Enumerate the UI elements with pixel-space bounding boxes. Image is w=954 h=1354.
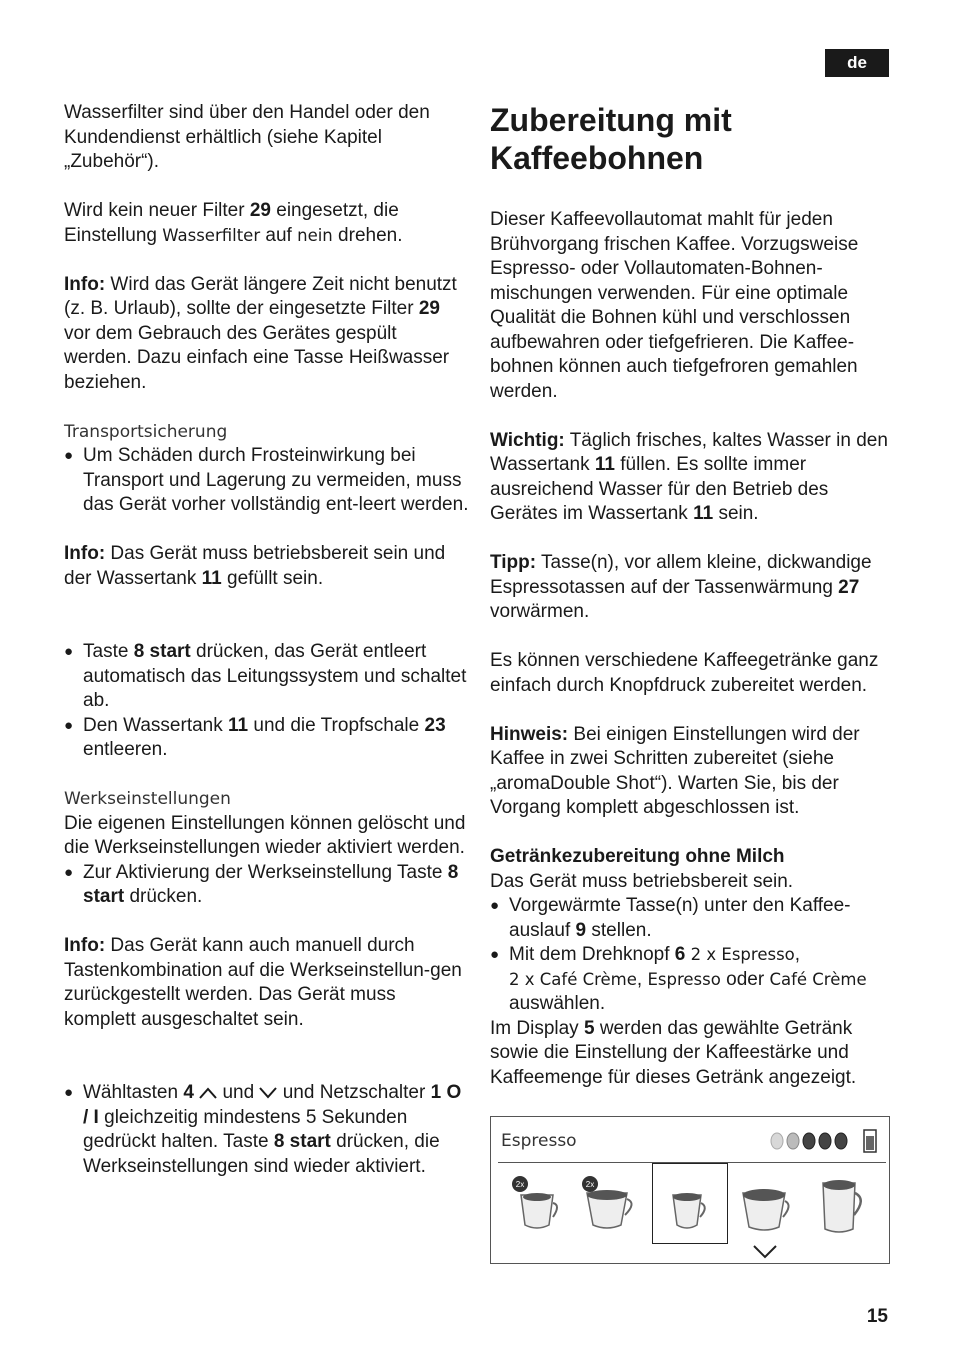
page-number: 15 xyxy=(866,1306,888,1327)
large-mug-icon xyxy=(817,1173,867,1237)
right-column xyxy=(490,101,895,1090)
bullet-drehknopf: ● Mit dem Drehknopf 6 2 x Espresso, 2 x Café Crème, Espresso oder Café Crème auswählen. xyxy=(490,943,895,1017)
display-screen xyxy=(490,1116,890,1264)
chevron-down-icon xyxy=(259,1087,277,1099)
right-tipp: Tipp: Tasse(n), vor allem kleine, dickwandige Espressotassen auf der Tassenwärmung 27 vorwärmen. xyxy=(490,552,872,622)
display-title: Espresso xyxy=(501,1131,577,1151)
bullet-aktivierung: ● Zur Aktivierung der Werkseinstellung Taste 8 start drücken. xyxy=(64,861,469,910)
double-espresso-cup-icon xyxy=(509,1175,563,1235)
left-info-3: Info: Das Gerät kann auch manuell durch Tastenkombination auf die Werkseinstellun-gen zurückgestellt werden. Das Gerät muss komplett ausgeschaltet sein. xyxy=(64,935,462,1030)
heading-transportsicherung: Transportsicherung xyxy=(64,421,228,442)
bean-strength-icon xyxy=(769,1131,853,1151)
badge-2x-espresso: 2x xyxy=(515,1180,525,1189)
right-wichtig: Wichtig: Täglich frisches, kaltes Wasser in den Wassertank 11 füllen. Es sollte immer ausreichend Wasser für den Betrieb des Gerätes im Wassertank 11 sein. xyxy=(490,429,888,524)
double-cafe-creme-cup-icon xyxy=(579,1175,637,1235)
badge-2x-creme: 2x xyxy=(585,1180,595,1189)
right-paragraph-6: Das Gerät muss betriebsbereit sein. xyxy=(490,870,794,892)
section-title: Zubereitung mit Kaffeebohnen xyxy=(490,102,732,176)
left-info-2: Info: Das Gerät muss betriebsbereit sein und der Wassertank 11 gefüllt sein. xyxy=(64,543,446,589)
language-tag: de xyxy=(825,49,889,77)
water-tank-icon xyxy=(863,1129,877,1153)
bullet-waehltasten: ● Wähltasten 4 und und Netzschalter 1 O / I gleichzeitig mindestens 5 Sekunden gedrückt halten. Taste 8 start drücken, die Werkseinstellungen sind wieder aktiviert. xyxy=(64,1081,469,1179)
heading-ohne-milch: Getränkezubereitung ohne Milch xyxy=(490,846,785,867)
right-paragraph-display: Im Display 5 werden das gewählte Getränk sowie die Einstellung der Kaffeestärke und Kaffeemenge für dieses Getränk angezeigt. xyxy=(490,1017,857,1088)
left-paragraph-1: Wasserfilter sind über den Handel oder den Kundendienst erhältlich (siehe Kapitel „Zubehör“). xyxy=(64,102,430,172)
left-paragraph-2: Wird kein neuer Filter 29 eingesetzt, die Einstellung Wasserfilter auf nein drehen. xyxy=(64,200,403,246)
bullet-tasse: ● Vorgewärmte Tasse(n) unter den Kaffee-auslauf 9 stellen. xyxy=(490,894,895,943)
left-info-1: Info: Wird das Gerät längere Zeit nicht benutzt (z. B. Urlaub), sollte der eingesetzte Filter 29 vor dem Gebrauch des Gerätes gespült werden. Dazu einfach eine Tasse Heißwasser beziehen. xyxy=(64,273,457,393)
espresso-cup-icon xyxy=(665,1183,711,1237)
heading-werkseinstellungen: Werkseinstellungen xyxy=(64,789,231,809)
right-paragraph-4: Es können verschiedene Kaffeegetränke ganz einfach durch Knopfdruck zubereitet werden. xyxy=(490,650,879,696)
bullet-wassertank: ● Den Wassertank 11 und die Tropfschale 23 entleeren. xyxy=(64,714,469,763)
chevron-down-icon[interactable] xyxy=(752,1244,778,1260)
bullet-transport: ● Um Schäden durch Frosteinwirkung bei Transport und Lagerung zu vermeiden, muss das Gerät vorher vollständig ent-leert werden. xyxy=(64,444,469,518)
chevron-up-icon xyxy=(199,1087,217,1099)
right-paragraph-1: Dieser Kaffeevollautomat mahlt für jeden Brühvorgang frischen Kaffee. Vorzugsweise Espresso- oder Vollautomaten-Bohnen-mischungen verwenden. Für eine optimale Qualität die Bohnen kühl und verschlossen aufbewahren oder tiefgefrieren. Die Kaffee-bohnen können auch tiefgefroren gemahlen werden. xyxy=(490,209,859,402)
cafe-creme-cup-icon xyxy=(739,1181,793,1237)
left-paragraph-werks: Die eigenen Einstellungen können gelöscht und die Werkseinstellungen wieder aktiviert werden. xyxy=(64,812,466,858)
right-hinweis: Hinweis: Bei einigen Einstellungen wird der Kaffee in zwei Schritten zubereitet (siehe „aromaDouble Shot“). Warten Sie, bis der Vorgang komplett abgeschlossen ist. xyxy=(490,723,860,818)
left-column xyxy=(64,101,469,1179)
bullet-start: ● Taste 8 start drücken, das Gerät entleert automatisch das Leitungssystem und schaltet ab. xyxy=(64,640,469,714)
